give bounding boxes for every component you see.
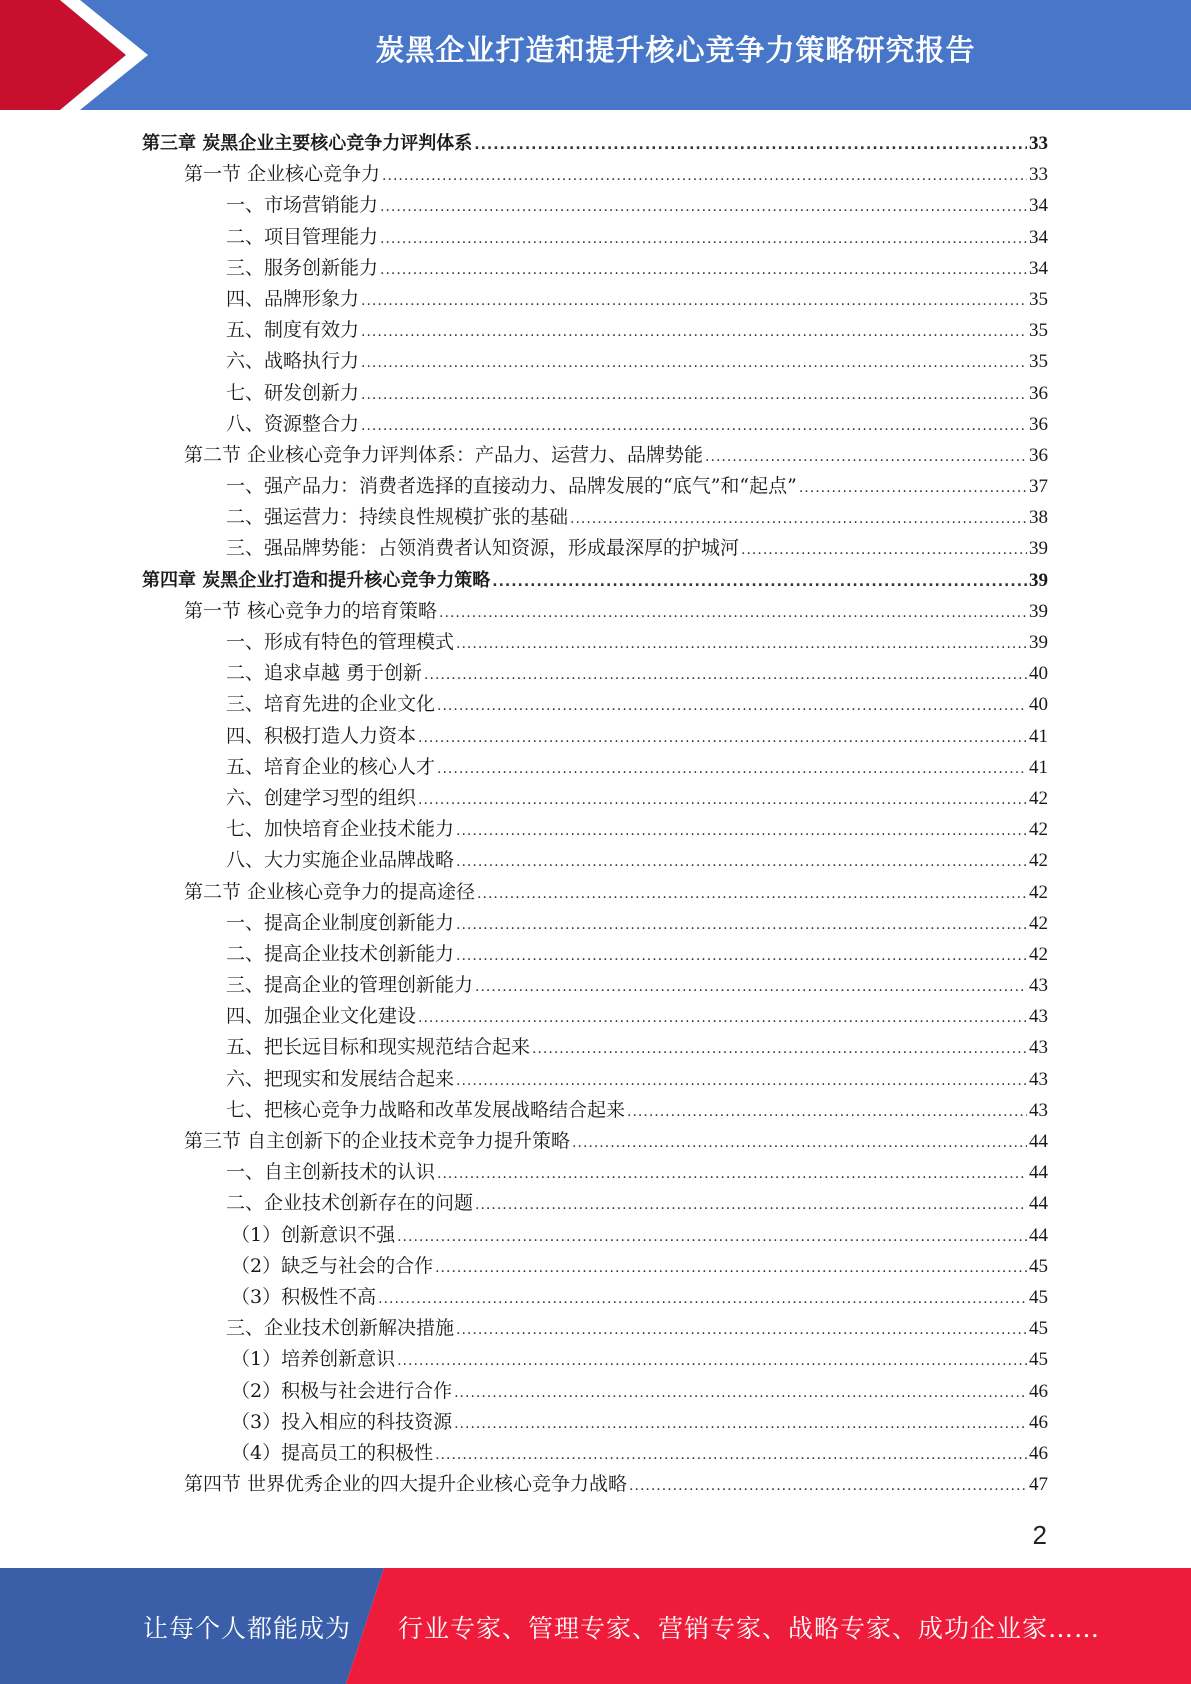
toc-entry-title: 三、企业技术创新解决措施 bbox=[226, 1317, 455, 1340]
toc-dot-leader bbox=[572, 1126, 1027, 1159]
toc-dot-leader bbox=[456, 1313, 1027, 1346]
toc-entry-section[interactable] bbox=[142, 440, 1048, 471]
toc-entry-section[interactable] bbox=[142, 596, 1048, 627]
toc-entry-title: 五、制度有效力 bbox=[226, 319, 360, 342]
toc-entry-item[interactable] bbox=[142, 315, 1048, 346]
toc-dot-leader bbox=[437, 752, 1027, 785]
toc-entry-title: 二、强运营力：持续良性规模扩张的基础 bbox=[226, 506, 569, 529]
toc-entry-item[interactable] bbox=[142, 689, 1048, 720]
toc-entry-page: 47 bbox=[1029, 1474, 1048, 1496]
toc-entry-title: 三、培育先进的企业文化 bbox=[226, 693, 436, 716]
toc-entry-title: 第二节 企业核心竞争力评判体系：产品力、运营力、品牌势能 bbox=[184, 443, 704, 466]
toc-entry-title: （3）投入相应的科技资源 bbox=[231, 1410, 453, 1433]
toc-entry-title: 二、项目管理能力 bbox=[226, 225, 379, 248]
toc-dot-leader bbox=[705, 440, 1027, 473]
toc-entry-title: （1）培养创新意识 bbox=[231, 1348, 396, 1371]
toc-entry-page: 45 bbox=[1029, 1349, 1048, 1371]
toc-entry-sub[interactable] bbox=[142, 1438, 1048, 1469]
toc-entry-page: 36 bbox=[1029, 413, 1048, 435]
toc-entry-title: 二、提高企业技术创新能力 bbox=[226, 942, 455, 965]
toc-entry-page: 43 bbox=[1029, 1037, 1048, 1059]
toc-entry-title: 三、提高企业的管理创新能力 bbox=[226, 974, 474, 997]
toc-entry-item[interactable] bbox=[142, 253, 1048, 284]
toc-entry-sub[interactable] bbox=[142, 1282, 1048, 1313]
toc-entry-sub[interactable] bbox=[142, 1407, 1048, 1438]
toc-entry-item[interactable] bbox=[142, 1032, 1048, 1063]
toc-dot-leader bbox=[380, 253, 1027, 286]
toc-entry-item[interactable] bbox=[142, 533, 1048, 564]
toc-dot-leader bbox=[629, 1469, 1027, 1502]
toc-entry-item[interactable] bbox=[142, 783, 1048, 814]
toc-entry-item[interactable] bbox=[142, 970, 1048, 1001]
toc-entry-page: 38 bbox=[1029, 507, 1048, 529]
toc-entry-page: 37 bbox=[1029, 476, 1048, 498]
toc-entry-title: 七、加快培育企业技术能力 bbox=[226, 818, 455, 841]
toc-entry-item[interactable] bbox=[142, 1064, 1048, 1095]
toc-entry-page: 41 bbox=[1029, 725, 1048, 747]
toc-entry-item[interactable] bbox=[142, 409, 1048, 440]
toc-entry-chapter[interactable] bbox=[142, 565, 1048, 596]
toc-entry-page: 35 bbox=[1029, 288, 1048, 310]
toc-dot-leader bbox=[418, 1001, 1027, 1034]
toc-dot-leader bbox=[474, 128, 1027, 161]
toc-entry-page: 39 bbox=[1029, 569, 1048, 591]
toc-dot-leader bbox=[380, 190, 1027, 223]
toc-dot-leader bbox=[492, 565, 1027, 598]
report-title: 炭黑企业打造和提升核心竞争力策略研究报告 bbox=[375, 33, 976, 67]
toc-entry-item[interactable] bbox=[142, 658, 1048, 689]
toc-dot-leader bbox=[475, 970, 1027, 1003]
toc-entry-page: 43 bbox=[1029, 1068, 1048, 1090]
toc-entry-page: 45 bbox=[1029, 1255, 1048, 1277]
toc-entry-page: 34 bbox=[1029, 226, 1048, 248]
toc-entry-item[interactable] bbox=[142, 378, 1048, 409]
toc-dot-leader bbox=[532, 1032, 1027, 1065]
toc-entry-title: 六、战略执行力 bbox=[226, 350, 360, 373]
page-number: 2 bbox=[1032, 1520, 1047, 1550]
toc-entry-item[interactable] bbox=[142, 284, 1048, 315]
toc-entry-sub[interactable] bbox=[142, 1251, 1048, 1282]
toc-entry-item[interactable] bbox=[142, 939, 1048, 970]
toc-dot-leader bbox=[456, 939, 1027, 972]
toc-entry-page: 44 bbox=[1029, 1131, 1048, 1152]
toc-dot-leader bbox=[424, 658, 1027, 691]
toc-entry-item[interactable] bbox=[142, 721, 1048, 752]
toc-entry-item[interactable] bbox=[142, 502, 1048, 533]
toc-entry-page: 43 bbox=[1029, 975, 1048, 997]
toc-entry-title: 第三章 炭黑企业主要核心竞争力评判体系 bbox=[142, 133, 473, 154]
toc-entry-section[interactable] bbox=[142, 159, 1048, 190]
toc-entry-item[interactable] bbox=[142, 1157, 1048, 1188]
toc-dot-leader bbox=[378, 1282, 1027, 1315]
toc-entry-sub[interactable] bbox=[142, 1220, 1048, 1251]
toc-dot-leader bbox=[627, 1095, 1027, 1128]
toc-entry-title: 一、市场营销能力 bbox=[226, 194, 379, 217]
toc-entry-page: 42 bbox=[1029, 819, 1048, 841]
toc-dot-leader bbox=[435, 1438, 1027, 1471]
toc-entry-title: 三、强品牌势能：占领消费者认知资源，形成最深厚的护城河 bbox=[226, 537, 740, 560]
toc-dot-leader bbox=[361, 378, 1027, 411]
toc-dot-leader bbox=[454, 1376, 1027, 1409]
footer-slogan-right: 行业专家、管理专家、营销专家、战略专家、成功企业家…… bbox=[398, 1614, 1101, 1643]
toc-entry-page: 40 bbox=[1029, 663, 1048, 685]
toc-entry-title: 三、服务创新能力 bbox=[226, 256, 379, 279]
toc-entry-title: （4）提高员工的积极性 bbox=[231, 1441, 434, 1464]
toc-entry-title: 四、加强企业文化建设 bbox=[226, 1005, 417, 1028]
toc-entry-title: 四、积极打造人力资本 bbox=[226, 724, 417, 747]
toc-entry-title: 六、把现实和发展结合起来 bbox=[226, 1067, 455, 1090]
toc-entry-page: 42 bbox=[1029, 912, 1048, 934]
toc-entry-title: 第一节 核心竞争力的培育策略 bbox=[184, 599, 438, 622]
toc-entry-item[interactable] bbox=[142, 1095, 1048, 1126]
toc-entry-item[interactable] bbox=[142, 627, 1048, 658]
toc-entry-page: 44 bbox=[1029, 1162, 1048, 1184]
toc-entry-title: 第四章 炭黑企业打造和提升核心竞争力策略 bbox=[142, 569, 491, 591]
toc-entry-title: 第四节 世界优秀企业的四大提升企业核心竞争力战略 bbox=[184, 1473, 628, 1496]
toc-entry-title: 八、大力实施企业品牌战略 bbox=[226, 849, 455, 872]
toc-dot-leader bbox=[361, 284, 1027, 317]
toc-entry-title: 第二节 企业核心竞争力的提高途径 bbox=[184, 880, 476, 903]
toc-dot-leader bbox=[397, 1220, 1027, 1253]
toc-dot-leader bbox=[477, 877, 1027, 910]
toc-dot-leader bbox=[454, 1407, 1027, 1440]
toc-dot-leader bbox=[741, 533, 1027, 566]
toc-entry-page: 45 bbox=[1029, 1318, 1048, 1340]
toc-entry-page: 33 bbox=[1029, 133, 1048, 154]
toc-entry-sub[interactable] bbox=[142, 1376, 1048, 1407]
toc-entry-page: 41 bbox=[1029, 756, 1048, 778]
toc-entry-page: 33 bbox=[1029, 164, 1048, 186]
toc-entry-item[interactable] bbox=[142, 471, 1048, 502]
toc-dot-leader bbox=[456, 627, 1027, 660]
toc-entry-page: 40 bbox=[1029, 694, 1048, 716]
toc-dot-leader bbox=[456, 1064, 1027, 1097]
toc-entry-title: 一、自主创新技术的认识 bbox=[226, 1161, 436, 1184]
toc-entry-item[interactable] bbox=[142, 752, 1048, 783]
toc-entry-page: 42 bbox=[1029, 943, 1048, 965]
toc-entry-item[interactable] bbox=[142, 845, 1048, 876]
toc-entry-title: 七、研发创新力 bbox=[226, 381, 360, 404]
toc-dot-leader bbox=[456, 908, 1027, 941]
toc-entry-section[interactable] bbox=[142, 1126, 1048, 1157]
toc-entry-page: 42 bbox=[1029, 850, 1048, 872]
toc-entry-page: 45 bbox=[1029, 1286, 1048, 1308]
toc-entry-page: 46 bbox=[1029, 1442, 1048, 1464]
footer-slogan-left: 让每个人都能成为 bbox=[143, 1614, 352, 1643]
toc-entry-page: 44 bbox=[1029, 1224, 1048, 1246]
page-header bbox=[0, 0, 1191, 110]
toc-entry-page: 39 bbox=[1029, 538, 1048, 560]
toc-entry-page: 46 bbox=[1029, 1380, 1048, 1402]
toc-entry-title: 四、品牌形象力 bbox=[226, 287, 360, 310]
header-chevron-decoration bbox=[0, 0, 180, 110]
toc-entry-page: 35 bbox=[1029, 351, 1048, 373]
toc-entry-sub[interactable] bbox=[142, 1344, 1048, 1375]
toc-entry-page: 43 bbox=[1029, 1006, 1048, 1028]
toc-entry-page: 34 bbox=[1029, 195, 1048, 217]
toc-entry-title: 二、追求卓越 勇于创新 bbox=[226, 662, 423, 685]
toc-entry-title: 一、形成有特色的管理模式 bbox=[226, 631, 455, 653]
toc-dot-leader bbox=[418, 721, 1027, 754]
toc-entry-title: 七、把核心竞争力战略和改革发展战略结合起来 bbox=[226, 1098, 626, 1121]
toc-dot-leader bbox=[437, 1157, 1027, 1190]
toc-entry-item[interactable] bbox=[142, 190, 1048, 221]
toc-entry-page: 43 bbox=[1029, 1099, 1048, 1121]
toc-entry-item[interactable] bbox=[142, 908, 1048, 939]
toc-entry-title: 五、培育企业的核心人才 bbox=[226, 755, 436, 778]
toc-entry-item[interactable] bbox=[142, 1188, 1048, 1219]
toc-dot-leader bbox=[570, 502, 1027, 535]
toc-dot-leader bbox=[361, 315, 1027, 348]
toc-entry-item[interactable] bbox=[142, 222, 1048, 253]
toc-entry-title: 八、资源整合力 bbox=[226, 412, 360, 435]
toc-dot-leader bbox=[437, 689, 1027, 722]
toc-entry-title: （2）积极与社会进行合作 bbox=[231, 1379, 453, 1402]
table-of-contents bbox=[142, 128, 1048, 1500]
toc-dot-leader bbox=[382, 159, 1027, 192]
toc-entry-section[interactable] bbox=[142, 1469, 1048, 1500]
toc-dot-leader bbox=[799, 471, 1027, 504]
toc-dot-leader bbox=[380, 222, 1027, 255]
toc-entry-page: 46 bbox=[1029, 1411, 1048, 1433]
toc-dot-leader bbox=[456, 845, 1027, 878]
toc-entry-title: 第三节 自主创新下的企业技术竞争力提升策略 bbox=[184, 1130, 571, 1152]
toc-dot-leader bbox=[361, 346, 1027, 379]
toc-entry-page: 39 bbox=[1029, 600, 1048, 622]
toc-entry-title: 二、企业技术创新存在的问题 bbox=[226, 1192, 474, 1215]
toc-entry-item[interactable] bbox=[142, 814, 1048, 845]
toc-entry-page: 36 bbox=[1029, 382, 1048, 404]
toc-entry-page: 44 bbox=[1029, 1193, 1048, 1215]
toc-entry-chapter[interactable] bbox=[142, 128, 1048, 159]
toc-dot-leader bbox=[397, 1344, 1027, 1377]
toc-entry-title: 五、把长远目标和现实规范结合起来 bbox=[226, 1036, 531, 1059]
toc-entry-title: （3）积极性不高 bbox=[231, 1285, 377, 1308]
toc-entry-item[interactable] bbox=[142, 1001, 1048, 1032]
toc-dot-leader bbox=[456, 814, 1027, 847]
toc-entry-item[interactable] bbox=[142, 346, 1048, 377]
toc-entry-page: 35 bbox=[1029, 320, 1048, 342]
toc-entry-section[interactable] bbox=[142, 877, 1048, 908]
toc-entry-page: 42 bbox=[1029, 787, 1048, 809]
toc-entry-page: 42 bbox=[1029, 881, 1048, 903]
toc-dot-leader bbox=[475, 1188, 1027, 1221]
toc-entry-page: 36 bbox=[1029, 444, 1048, 466]
toc-entry-title: （2）缺乏与社会的合作 bbox=[231, 1254, 434, 1277]
toc-dot-leader bbox=[361, 409, 1027, 442]
toc-entry-title: 六、创建学习型的组织 bbox=[226, 786, 417, 809]
toc-entry-title: 一、提高企业制度创新能力 bbox=[226, 911, 455, 934]
toc-entry-title: （1）创新意识不强 bbox=[231, 1223, 396, 1246]
toc-dot-leader bbox=[439, 596, 1027, 629]
toc-entry-page: 39 bbox=[1029, 632, 1048, 653]
toc-entry-title: 第一节 企业核心竞争力 bbox=[184, 163, 381, 186]
toc-dot-leader bbox=[418, 783, 1027, 816]
page-footer bbox=[0, 1568, 1191, 1684]
toc-dot-leader bbox=[435, 1251, 1027, 1284]
toc-entry-title: 一、强产品力：消费者选择的直接动力、品牌发展的“底气”和“起点” bbox=[226, 475, 797, 498]
toc-entry-page: 34 bbox=[1029, 257, 1048, 279]
toc-entry-item[interactable] bbox=[142, 1313, 1048, 1344]
